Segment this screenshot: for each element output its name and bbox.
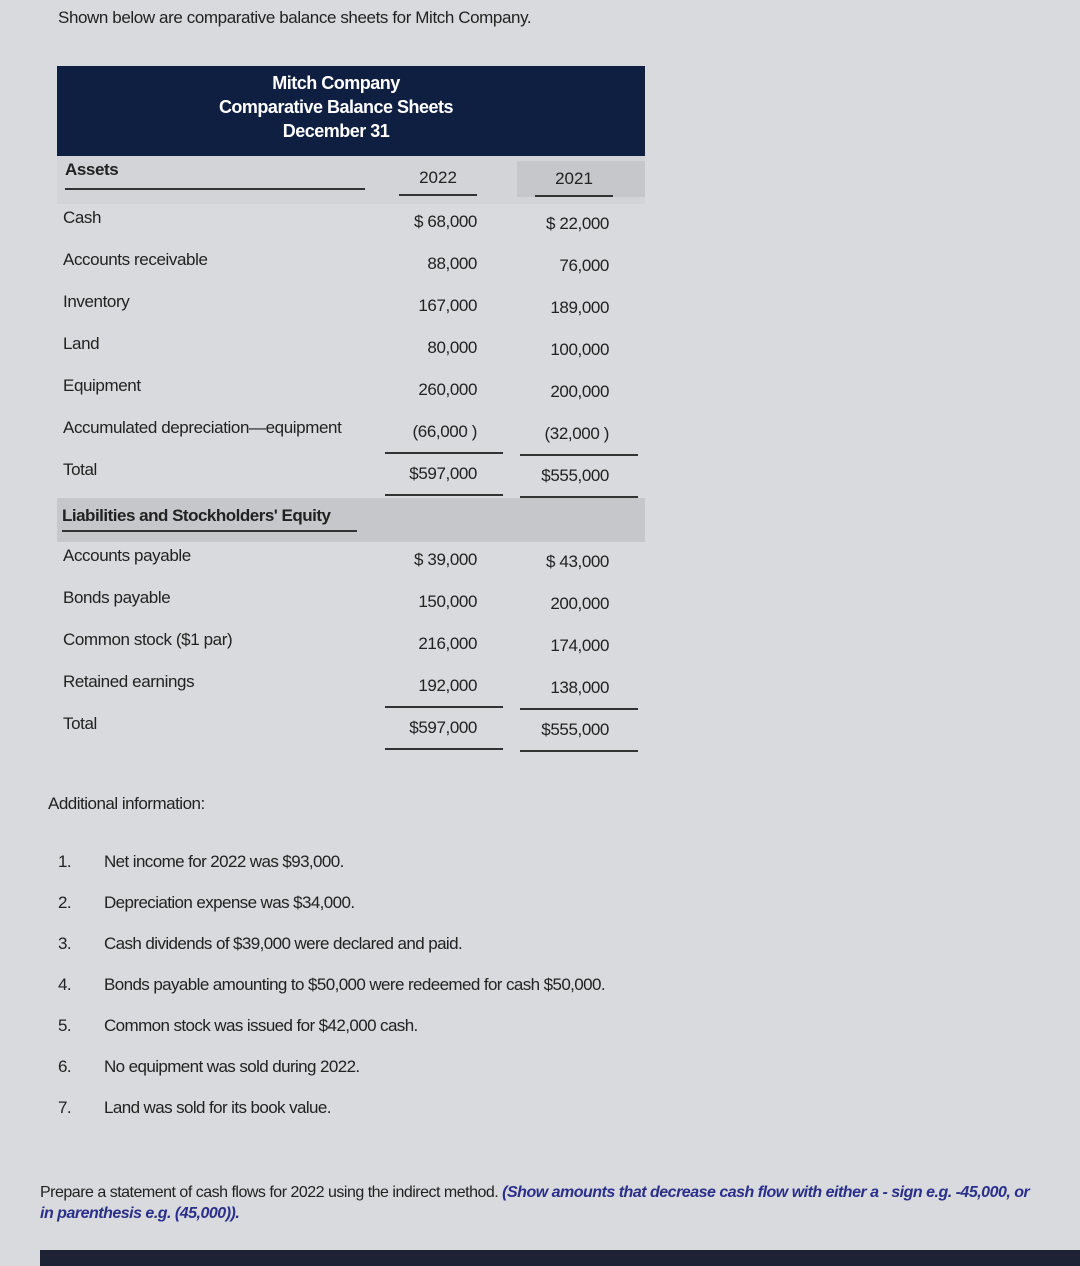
- value-2022: 260,000: [418, 380, 477, 399]
- row-label: Accounts receivable: [63, 250, 208, 269]
- year-2021-cell: [517, 161, 645, 197]
- row-label: Total: [63, 460, 97, 479]
- list-item: [52, 1098, 692, 1139]
- item-text: Cash dividends of $39,000 were declared and paid.: [104, 934, 463, 953]
- value-2021: 174,000: [550, 636, 609, 655]
- row-label: Accounts payable: [63, 546, 191, 565]
- table-row: [57, 542, 645, 584]
- subtotal-rule: [385, 706, 503, 708]
- item-text: Depreciation expense was $34,000.: [104, 893, 355, 912]
- total-rule: [385, 494, 503, 496]
- item-text: Land was sold for its book value.: [104, 1098, 331, 1117]
- item-text: Common stock was issued for $42,000 cash.: [104, 1016, 418, 1035]
- value-2021: $ 22,000: [546, 214, 609, 233]
- instruction-main: Prepare a statement of cash flows for 2022 using the indirect method.: [40, 1184, 499, 1201]
- table-row: [57, 288, 645, 330]
- year-2021-heading: 2021: [535, 169, 613, 197]
- item-number: 3.: [58, 934, 71, 953]
- table-row: [57, 414, 645, 456]
- value-2021: $ 43,000: [546, 552, 609, 571]
- value-2021: 100,000: [550, 340, 609, 359]
- value-2022: $597,000: [409, 718, 477, 737]
- list-item: [52, 893, 692, 934]
- row-label: Retained earnings: [63, 672, 195, 691]
- item-number: 2.: [58, 893, 71, 912]
- list-item: [52, 1016, 692, 1057]
- row-label: Bonds payable: [63, 588, 171, 607]
- assets-heading: Assets: [65, 160, 365, 190]
- sheet-header: [57, 66, 645, 156]
- column-header: [57, 156, 645, 204]
- table-row: [57, 668, 645, 710]
- item-text: Net income for 2022 was $93,000.: [104, 852, 344, 871]
- item-number: 1.: [58, 852, 71, 871]
- value-2022: 80,000: [427, 338, 477, 357]
- table-row: [57, 584, 645, 626]
- value-2021: 200,000: [550, 382, 609, 401]
- value-2022: (66,000 ): [412, 422, 477, 441]
- row-label: Total: [63, 714, 97, 733]
- item-number: 5.: [58, 1016, 71, 1035]
- row-label: Inventory: [63, 292, 130, 311]
- row-label: Cash: [63, 208, 102, 227]
- value-2022: 192,000: [418, 676, 477, 695]
- table-row: [57, 626, 645, 668]
- liabilities-heading: Liabilities and Stockholders' Equity: [62, 506, 357, 532]
- value-2021: 200,000: [550, 594, 609, 613]
- table-row: [57, 246, 645, 288]
- item-text: No equipment was sold during 2022.: [104, 1057, 360, 1076]
- item-text: Bonds payable amounting to $50,000 were redeemed for cash $50,000.: [104, 975, 605, 994]
- table-row: [57, 330, 645, 372]
- additional-info-heading: Additional information:: [48, 794, 205, 813]
- sheet-date: December 31: [282, 121, 390, 141]
- table-row: [57, 372, 645, 414]
- row-label: Equipment: [63, 376, 141, 395]
- instruction-text: [40, 1182, 1040, 1224]
- item-number: 4.: [58, 975, 71, 994]
- value-2022: 167,000: [418, 296, 477, 315]
- bottom-bar: [40, 1250, 1080, 1266]
- item-number: 6.: [58, 1057, 71, 1076]
- sheet-title: Comparative Balance Sheets: [218, 97, 454, 117]
- value-2022: $597,000: [409, 464, 477, 483]
- year-2022-heading: 2022: [399, 168, 477, 196]
- list-item: [52, 934, 692, 975]
- list-item: [52, 1057, 692, 1098]
- value-2021: 189,000: [550, 298, 609, 317]
- row-label: Accumulated depreciation—equipment: [63, 418, 342, 437]
- item-number: 7.: [58, 1098, 71, 1117]
- value-2022: 88,000: [427, 254, 477, 273]
- total-row: [57, 710, 645, 752]
- value-2022: 150,000: [418, 592, 477, 611]
- total-rule: [385, 748, 503, 750]
- list-item: [52, 852, 692, 893]
- total-rule: [520, 750, 638, 752]
- value-2021: 76,000: [559, 256, 609, 275]
- total-row: [57, 456, 645, 498]
- additional-info-list: [52, 852, 692, 1139]
- value-2021: (32,000 ): [544, 424, 609, 443]
- value-2021: $555,000: [541, 466, 609, 485]
- list-item: [52, 975, 692, 1016]
- subtotal-rule: [385, 452, 503, 454]
- value-2021: 138,000: [550, 678, 609, 697]
- company-name: Mitch Company: [272, 73, 400, 93]
- table-row: [57, 204, 645, 246]
- row-label: Common stock ($1 par): [63, 630, 233, 649]
- value-2021: $555,000: [541, 720, 609, 739]
- intro-text: Shown below are comparative balance sheets for Mitch Company.: [58, 8, 532, 27]
- value-2022: $ 39,000: [414, 550, 477, 569]
- row-label: Land: [63, 334, 100, 353]
- value-2022: $ 68,000: [414, 212, 477, 231]
- balance-sheet: [57, 66, 645, 752]
- section-bar: [57, 498, 645, 542]
- value-2022: 216,000: [418, 634, 477, 653]
- instruction-note: (Show amounts that decrease cash flow with either a - sign e.g. -45,000, or in parenthesis e.g. (45,000)).: [40, 1184, 1030, 1222]
